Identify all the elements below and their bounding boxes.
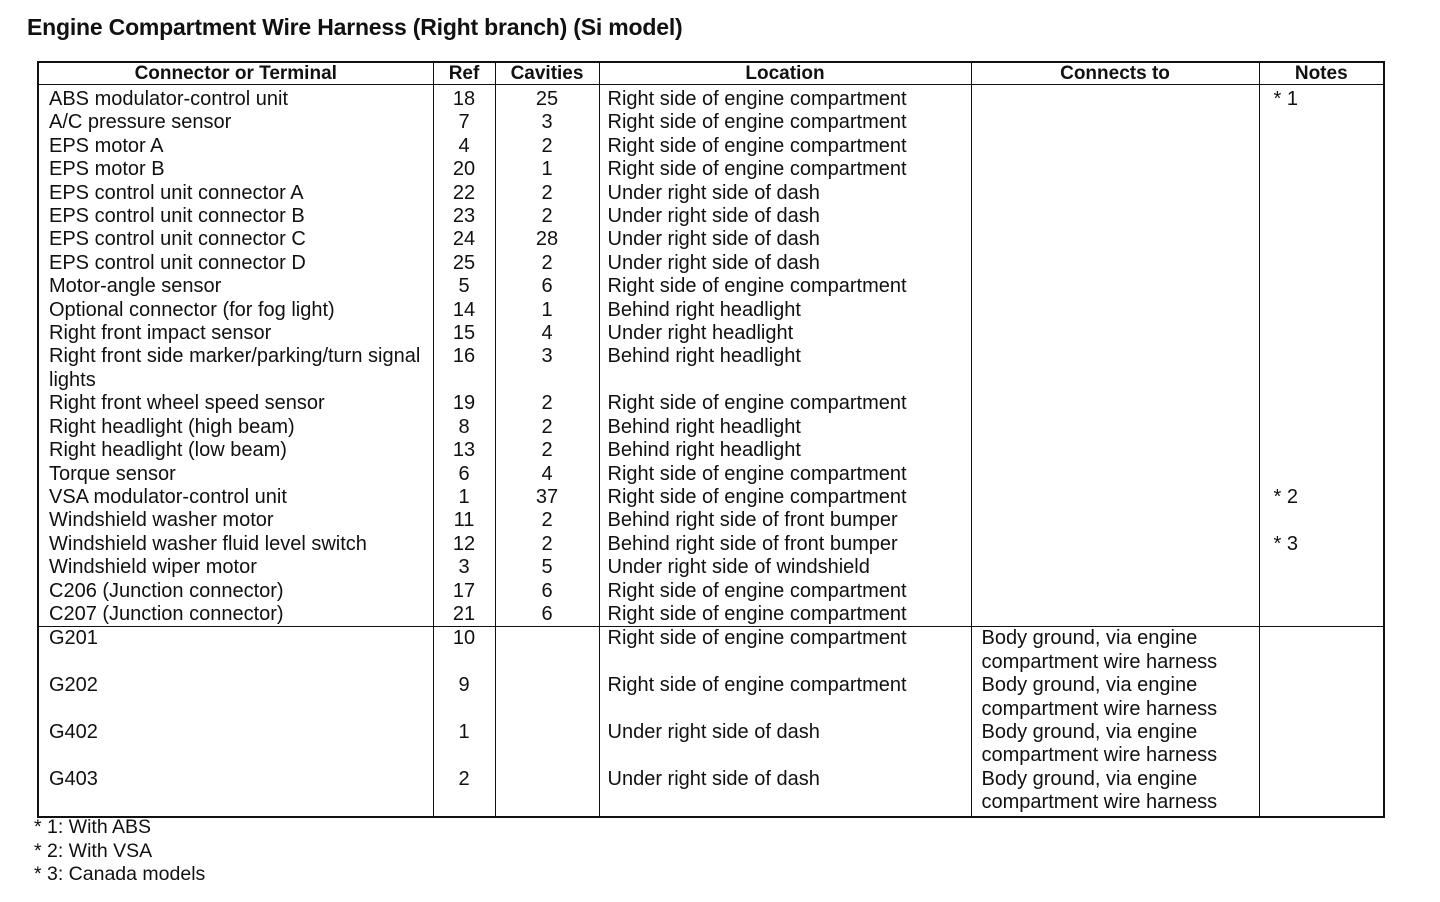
connects-to-cell bbox=[971, 228, 1259, 251]
ref-cell: 8 bbox=[433, 416, 495, 439]
connector-name-cell: Right front side marker/parking/turn signal lights bbox=[49, 345, 421, 391]
connects-to-cell bbox=[971, 158, 1259, 181]
cavities-cell: 2 bbox=[495, 205, 599, 228]
ref-cell: 13 bbox=[433, 439, 495, 462]
connects-to-cell bbox=[971, 392, 1259, 415]
location-cell: Under right headlight bbox=[599, 322, 971, 345]
connector-name-cell: EPS control unit connector D bbox=[49, 251, 306, 274]
cavities-cell bbox=[495, 674, 599, 721]
cavities-cell bbox=[495, 768, 599, 817]
location-cell: Under right side of dash bbox=[599, 252, 971, 275]
notes-cell: * 3 bbox=[1259, 533, 1384, 556]
column-header-cavities: Cavities bbox=[495, 62, 599, 85]
ref-cell: 23 bbox=[433, 205, 495, 228]
location-cell: Behind right headlight bbox=[599, 345, 971, 392]
connector-row bbox=[38, 463, 1384, 486]
location-cell: Behind right side of front bumper bbox=[599, 533, 971, 556]
connector-name-cell: Right headlight (high beam) bbox=[49, 415, 295, 438]
ref-cell: 4 bbox=[433, 135, 495, 158]
notes-cell bbox=[1259, 275, 1384, 298]
connector-name-cell: VSA modulator-control unit bbox=[49, 485, 287, 508]
connector-name-cell: EPS control unit connector B bbox=[49, 205, 305, 228]
connects-to-cell bbox=[971, 439, 1259, 462]
notes-cell bbox=[1259, 228, 1384, 251]
connector-row bbox=[38, 486, 1384, 509]
cavities-cell: 6 bbox=[495, 580, 599, 603]
connector-name-cell: Windshield washer motor bbox=[49, 509, 274, 532]
ref-cell: 24 bbox=[433, 228, 495, 251]
connects-to-cell bbox=[971, 345, 1259, 392]
cavities-cell: 28 bbox=[495, 228, 599, 251]
connector-name-cell: Windshield wiper motor bbox=[49, 556, 257, 579]
page-title: Engine Compartment Wire Harness (Right branch) (Si model) bbox=[27, 14, 683, 40]
ref-cell: 17 bbox=[433, 580, 495, 603]
location-cell: Right side of engine compartment bbox=[599, 158, 971, 181]
connector-row bbox=[38, 416, 1384, 439]
connector-row bbox=[38, 603, 1384, 627]
connects-to-cell bbox=[971, 135, 1259, 158]
location-cell: Under right side of dash bbox=[599, 721, 971, 768]
connector-row bbox=[38, 85, 1384, 112]
notes-cell bbox=[1259, 509, 1384, 532]
cavities-cell: 2 bbox=[495, 392, 599, 415]
notes-cell bbox=[1259, 439, 1384, 462]
location-cell: Right side of engine compartment bbox=[599, 135, 971, 158]
location-cell: Right side of engine compartment bbox=[599, 674, 971, 721]
notes-cell bbox=[1259, 182, 1384, 205]
footnote-canada: * 3: Canada models bbox=[34, 863, 206, 885]
ground-row bbox=[38, 768, 1384, 817]
notes-cell: * 2 bbox=[1259, 486, 1384, 509]
connector-rows bbox=[38, 85, 1384, 627]
cavities-cell: 2 bbox=[495, 533, 599, 556]
connector-name-cell: Right front wheel speed sensor bbox=[49, 392, 325, 415]
connector-row bbox=[38, 439, 1384, 462]
connects-to-cell bbox=[971, 252, 1259, 275]
notes-cell bbox=[1259, 580, 1384, 603]
connector-row bbox=[38, 345, 1384, 392]
connects-to-cell: Body ground, via engine compartment wire harness bbox=[971, 768, 1259, 817]
notes-cell bbox=[1259, 252, 1384, 275]
ref-cell: 1 bbox=[433, 486, 495, 509]
connector-name-cell: C207 (Junction connector) bbox=[49, 602, 284, 625]
connects-to-cell bbox=[971, 533, 1259, 556]
connector-row bbox=[38, 205, 1384, 228]
ref-cell: 25 bbox=[433, 252, 495, 275]
connector-row bbox=[38, 158, 1384, 181]
location-cell: Right side of engine compartment bbox=[599, 275, 971, 298]
connects-to-cell bbox=[971, 509, 1259, 532]
footnotes bbox=[34, 816, 205, 887]
ref-cell: 19 bbox=[433, 392, 495, 415]
ref-cell: 16 bbox=[433, 345, 495, 392]
connector-row bbox=[38, 252, 1384, 275]
location-cell: Under right side of dash bbox=[599, 768, 971, 817]
column-header-notes: Notes bbox=[1259, 62, 1384, 85]
ref-cell: 22 bbox=[433, 182, 495, 205]
location-cell: Right side of engine compartment bbox=[599, 627, 971, 674]
notes-cell bbox=[1259, 322, 1384, 345]
cavities-cell: 1 bbox=[495, 158, 599, 181]
connector-name-cell: G202 bbox=[49, 674, 98, 697]
cavities-cell: 3 bbox=[495, 345, 599, 392]
cavities-cell: 37 bbox=[495, 486, 599, 509]
notes-cell bbox=[1259, 674, 1384, 721]
notes-cell bbox=[1259, 603, 1384, 627]
location-cell: Behind right headlight bbox=[599, 416, 971, 439]
connector-row bbox=[38, 509, 1384, 532]
notes-cell bbox=[1259, 392, 1384, 415]
cavities-cell: 1 bbox=[495, 299, 599, 322]
connects-to-cell bbox=[971, 182, 1259, 205]
footnote-abs: * 1: With ABS bbox=[34, 816, 152, 838]
column-header-location: Location bbox=[599, 62, 971, 85]
ref-cell: 10 bbox=[433, 627, 495, 674]
connects-to-cell bbox=[971, 416, 1259, 439]
connector-name-cell: Optional connector (for fog light) bbox=[49, 298, 335, 321]
notes-cell bbox=[1259, 158, 1384, 181]
ref-cell: 7 bbox=[433, 111, 495, 134]
connects-to-cell bbox=[971, 322, 1259, 345]
notes-cell bbox=[1259, 345, 1384, 392]
notes-cell: * 1 bbox=[1259, 85, 1384, 112]
connector-name-cell: C206 (Junction connector) bbox=[49, 579, 284, 602]
ref-cell: 6 bbox=[433, 463, 495, 486]
connector-name-cell: EPS control unit connector A bbox=[49, 181, 304, 204]
location-cell: Under right side of dash bbox=[599, 182, 971, 205]
cavities-cell: 25 bbox=[495, 85, 599, 112]
notes-cell bbox=[1259, 721, 1384, 768]
connects-to-cell: Body ground, via engine compartment wire harness bbox=[971, 627, 1259, 674]
column-header-ref: Ref bbox=[433, 62, 495, 85]
connects-to-cell bbox=[971, 85, 1259, 112]
connector-name-cell: G201 bbox=[38, 627, 433, 674]
notes-cell bbox=[1259, 416, 1384, 439]
notes-cell bbox=[1259, 299, 1384, 322]
ref-cell: 21 bbox=[433, 603, 495, 627]
connects-to-cell bbox=[971, 463, 1259, 486]
connector-row bbox=[38, 392, 1384, 415]
connector-name-cell: Right front impact sensor bbox=[49, 322, 272, 345]
cavities-cell: 3 bbox=[495, 111, 599, 134]
location-cell: Right side of engine compartment bbox=[599, 486, 971, 509]
ref-cell: 9 bbox=[433, 674, 495, 721]
connects-to-cell: Body ground, via engine compartment wire harness bbox=[971, 674, 1259, 721]
connects-to-cell: Body ground, via engine compartment wire harness bbox=[971, 721, 1259, 768]
location-cell: Behind right side of front bumper bbox=[599, 509, 971, 532]
ground-rows bbox=[38, 627, 1384, 817]
notes-cell bbox=[1259, 135, 1384, 158]
connector-name-cell: EPS motor B bbox=[49, 158, 165, 181]
ref-cell: 18 bbox=[433, 85, 495, 112]
connector-row bbox=[38, 299, 1384, 322]
cavities-cell: 6 bbox=[495, 275, 599, 298]
connects-to-cell bbox=[971, 580, 1259, 603]
ref-cell: 14 bbox=[433, 299, 495, 322]
location-cell: Right side of engine compartment bbox=[599, 580, 971, 603]
connector-row bbox=[38, 556, 1384, 579]
connector-row bbox=[38, 111, 1384, 134]
cavities-cell: 5 bbox=[495, 556, 599, 579]
cavities-cell: 2 bbox=[495, 252, 599, 275]
location-cell: Under right side of dash bbox=[599, 205, 971, 228]
column-header-connector: Connector or Terminal bbox=[38, 62, 433, 85]
notes-cell bbox=[1259, 463, 1384, 486]
location-cell: Under right side of windshield bbox=[599, 556, 971, 579]
connects-to-cell bbox=[971, 299, 1259, 322]
ref-cell: 15 bbox=[433, 322, 495, 345]
connector-name-cell: G403 bbox=[49, 767, 98, 790]
connector-name-cell: EPS control unit connector C bbox=[49, 228, 306, 251]
connector-row bbox=[38, 580, 1384, 603]
location-cell: Right side of engine compartment bbox=[599, 85, 971, 112]
location-cell: Right side of engine compartment bbox=[599, 111, 971, 134]
footnote-vsa: * 2: With VSA bbox=[34, 839, 153, 862]
connects-to-cell bbox=[971, 111, 1259, 134]
location-cell: Behind right headlight bbox=[599, 299, 971, 322]
connector-name-cell: Motor-angle sensor bbox=[49, 275, 222, 298]
connects-to-cell bbox=[971, 486, 1259, 509]
harness-table bbox=[37, 61, 1385, 818]
connects-to-cell bbox=[971, 275, 1259, 298]
connects-to-cell bbox=[971, 556, 1259, 579]
connector-name-cell: Torque sensor bbox=[49, 462, 176, 485]
connects-to-cell bbox=[971, 603, 1259, 627]
connector-row bbox=[38, 228, 1384, 251]
cavities-cell: 2 bbox=[495, 416, 599, 439]
cavities-cell: 2 bbox=[495, 509, 599, 532]
cavities-cell: 4 bbox=[495, 463, 599, 486]
connector-name-cell: G402 bbox=[49, 720, 98, 743]
connector-row bbox=[38, 533, 1384, 556]
ref-cell: 20 bbox=[433, 158, 495, 181]
ground-row bbox=[38, 674, 1384, 721]
connector-name-cell: A/C pressure sensor bbox=[49, 111, 232, 134]
location-cell: Right side of engine compartment bbox=[599, 392, 971, 415]
location-cell: Under right side of dash bbox=[599, 228, 971, 251]
ref-cell: 12 bbox=[433, 533, 495, 556]
notes-cell bbox=[1259, 205, 1384, 228]
column-header-connects-to: Connects to bbox=[971, 62, 1259, 85]
notes-cell bbox=[1259, 111, 1384, 134]
cavities-cell: 6 bbox=[495, 603, 599, 627]
connector-name-cell: EPS motor A bbox=[49, 134, 164, 157]
cavities-cell: 2 bbox=[495, 439, 599, 462]
ground-row bbox=[38, 627, 1384, 674]
connector-name-cell: Windshield washer fluid level switch bbox=[49, 532, 367, 555]
location-cell: Behind right headlight bbox=[599, 439, 971, 462]
connector-name-cell: ABS modulator-control unit bbox=[49, 88, 289, 110]
ref-cell: 2 bbox=[433, 768, 495, 817]
ground-row bbox=[38, 721, 1384, 768]
connector-row bbox=[38, 182, 1384, 205]
location-cell: Right side of engine compartment bbox=[599, 603, 971, 627]
cavities-cell bbox=[495, 627, 599, 674]
location-cell: Right side of engine compartment bbox=[599, 463, 971, 486]
connector-row bbox=[38, 135, 1384, 158]
cavities-cell: 2 bbox=[495, 182, 599, 205]
connector-name-cell: Right headlight (low beam) bbox=[49, 439, 287, 462]
cavities-cell: 2 bbox=[495, 135, 599, 158]
connector-row bbox=[38, 275, 1384, 298]
ref-cell: 5 bbox=[433, 275, 495, 298]
notes-cell bbox=[1259, 556, 1384, 579]
ref-cell: 3 bbox=[433, 556, 495, 579]
connects-to-cell bbox=[971, 205, 1259, 228]
ref-cell: 11 bbox=[433, 509, 495, 532]
cavities-cell: 4 bbox=[495, 322, 599, 345]
table-header-row bbox=[38, 62, 1384, 85]
notes-cell bbox=[1259, 627, 1384, 674]
notes-cell bbox=[1259, 768, 1384, 817]
ref-cell: 1 bbox=[433, 721, 495, 768]
cavities-cell bbox=[495, 721, 599, 768]
connector-row bbox=[38, 322, 1384, 345]
